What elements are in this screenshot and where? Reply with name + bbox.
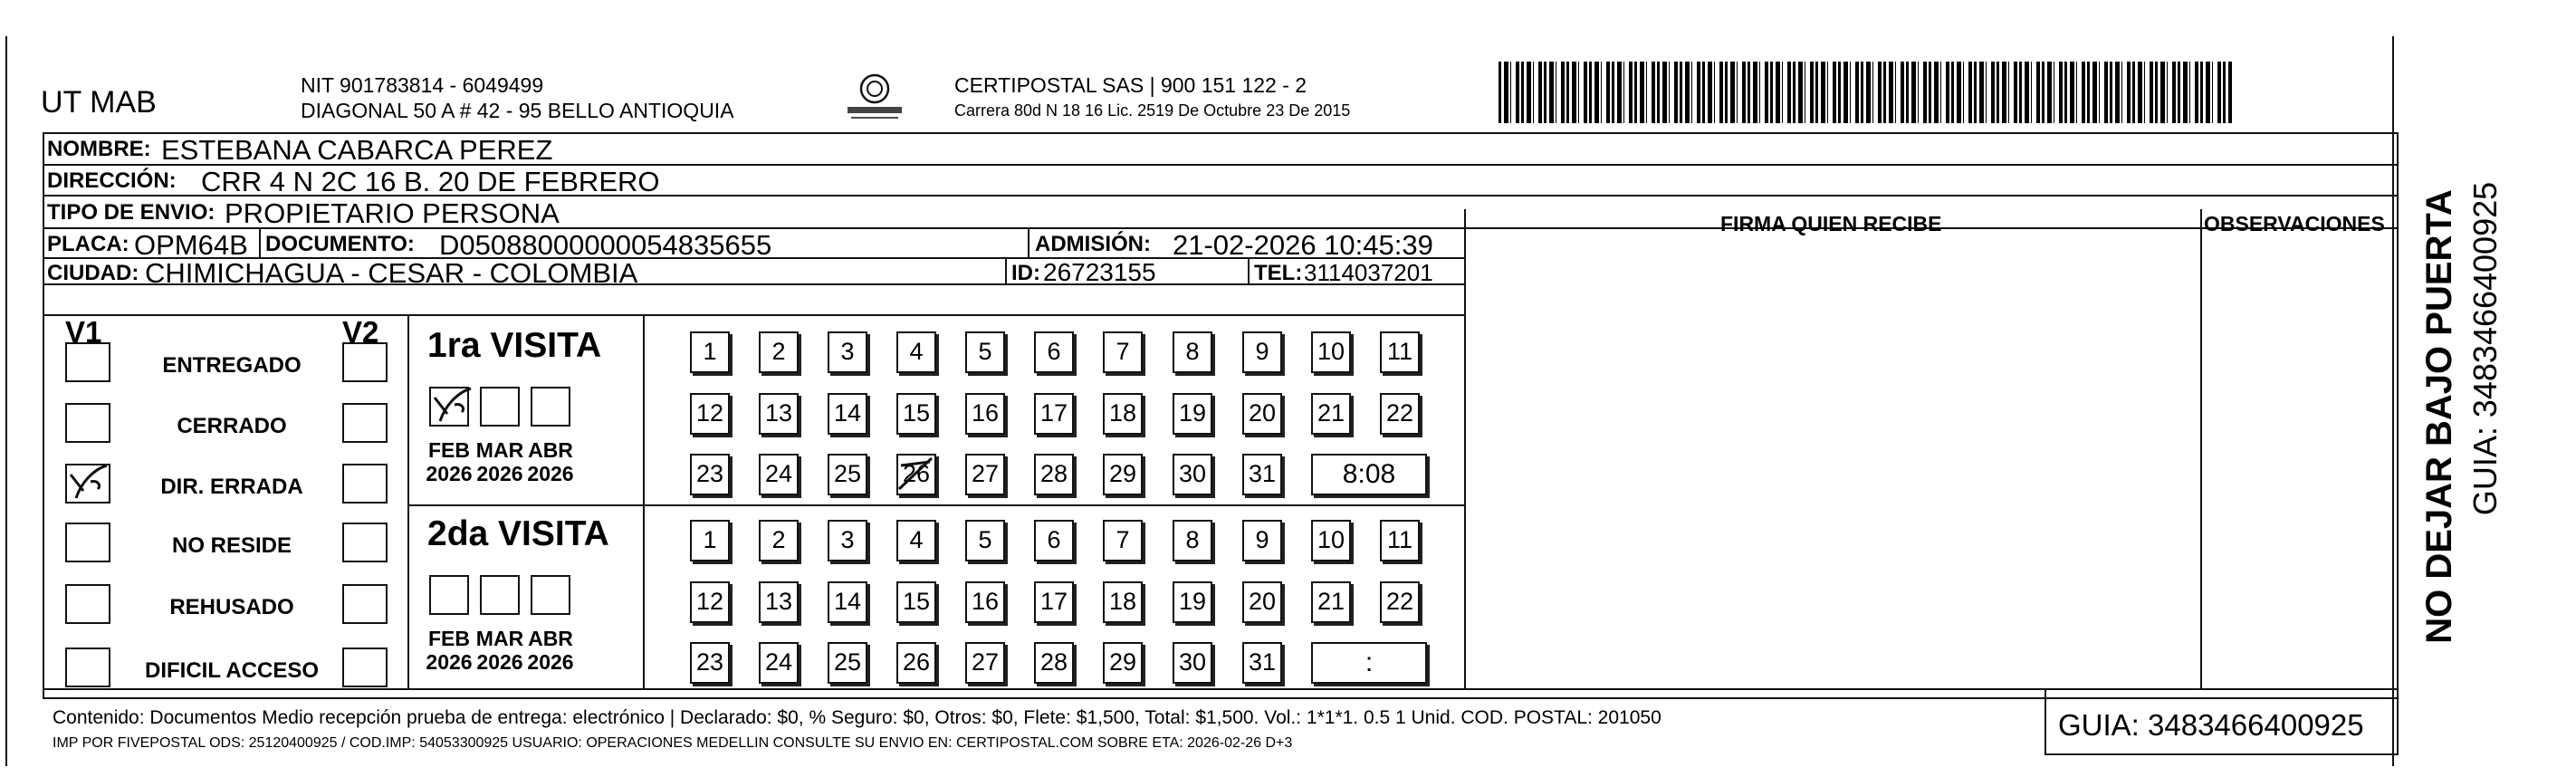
footer-imp: IMP POR FIVEPOSTAL ODS: 25120400925 / COD.IMP: 54053300925 USUARIO: OPERACIONES MEDELLIN CONSULTE SU ENVIO EN: CERTIPOSTAL.COM SOBRE ETA: 2026-02-26 D+3 bbox=[53, 735, 1293, 751]
visit2-day-31[interactable]: 31 bbox=[1242, 642, 1282, 684]
visit2-day-13[interactable]: 13 bbox=[759, 581, 799, 623]
visit2-day-6[interactable]: 6 bbox=[1034, 520, 1074, 561]
month-name: FEB bbox=[428, 627, 470, 650]
v2-checkbox-dificil-acceso[interactable] bbox=[342, 648, 388, 687]
month-year: 2026 bbox=[476, 462, 523, 486]
visit2-day-3[interactable]: 3 bbox=[828, 520, 867, 561]
admision-value: 21-02-2026 10:45:39 bbox=[1173, 229, 1433, 261]
tel-value: 3114037201 bbox=[1304, 259, 1433, 286]
side-guia: GUIA: 3483466400925 bbox=[2466, 181, 2504, 516]
month-year: 2026 bbox=[426, 650, 473, 675]
visit1-time-box[interactable]: 8:08 bbox=[1311, 454, 1427, 495]
visit2-month-label-mar bbox=[474, 627, 525, 675]
placa-label: PLACA: bbox=[47, 232, 129, 256]
visit1-day-22[interactable]: 22 bbox=[1380, 393, 1420, 435]
v1-checkbox-dir-errada[interactable] bbox=[65, 464, 110, 504]
direccion-value: CRR 4 N 2C 16 B. 20 DE FEBRERO bbox=[201, 166, 660, 197]
visit2-month-label-abr bbox=[525, 627, 576, 675]
company-address: DIAGONAL 50 A # 42 - 95 BELLO ANTIOQUIA bbox=[301, 99, 734, 122]
visit1-month-checkbox-abr[interactable] bbox=[531, 387, 570, 427]
v1-checkbox-cerrado[interactable] bbox=[65, 403, 110, 443]
visit2-day-15[interactable]: 15 bbox=[896, 581, 936, 623]
visit1-day-6[interactable]: 6 bbox=[1034, 331, 1074, 373]
visit1-day-15[interactable]: 15 bbox=[896, 393, 936, 435]
visit2-day-9[interactable]: 9 bbox=[1242, 520, 1282, 561]
v1-checkbox-rehusado[interactable] bbox=[65, 584, 110, 624]
v1-checkbox-no-reside[interactable] bbox=[65, 523, 110, 562]
side-warning: NO DEJAR BAJO PUERTA bbox=[2419, 189, 2459, 644]
visit2-day-17[interactable]: 17 bbox=[1034, 581, 1074, 623]
tipo-envio-value: PROPIETARIO PERSONA bbox=[225, 197, 560, 229]
status-label-rehusado: REHUSADO bbox=[169, 595, 294, 619]
visit1-month-checkbox-mar[interactable] bbox=[480, 387, 520, 427]
visit2-day-7[interactable]: 7 bbox=[1103, 520, 1143, 561]
visit2-day-5[interactable]: 5 bbox=[965, 520, 1005, 561]
visit2-day-18[interactable]: 18 bbox=[1103, 581, 1143, 623]
visit1-day-4[interactable]: 4 bbox=[896, 331, 936, 373]
status-label-entregado: ENTREGADO bbox=[162, 353, 302, 378]
company-name: UT MAB bbox=[41, 85, 157, 120]
visit2-month-checkbox-abr[interactable] bbox=[531, 575, 570, 615]
visit1-title: 1ra VISITA bbox=[427, 326, 602, 365]
visit1-day-7[interactable]: 7 bbox=[1103, 331, 1143, 373]
carrier-license: Carrera 80d N 18 16 Lic. 2519 De Octubre 23 De 2015 bbox=[954, 101, 1351, 120]
visit1-day-5[interactable]: 5 bbox=[965, 331, 1005, 373]
visit2-day-29[interactable]: 29 bbox=[1103, 642, 1143, 684]
ciudad-label: CIUDAD: bbox=[47, 261, 139, 285]
visit1-day-3[interactable]: 3 bbox=[828, 331, 867, 373]
visit2-day-12[interactable]: 12 bbox=[690, 581, 730, 623]
visit2-day-26[interactable]: 26 bbox=[896, 642, 936, 684]
visit1-month-label-mar bbox=[474, 438, 525, 486]
status-label-dificil-acceso: DIFICIL ACCESO bbox=[144, 658, 319, 683]
visit1-day-31[interactable]: 31 bbox=[1242, 454, 1282, 495]
visit1-day-21[interactable]: 21 bbox=[1311, 393, 1351, 435]
visit2-day-2[interactable]: 2 bbox=[759, 520, 799, 561]
visit1-day-14[interactable]: 14 bbox=[828, 393, 867, 435]
visit2-day-1[interactable]: 1 bbox=[690, 520, 730, 561]
visit1-day-30[interactable]: 30 bbox=[1173, 454, 1212, 495]
visit1-day-18[interactable]: 18 bbox=[1103, 393, 1143, 435]
v1-label: V1 bbox=[65, 315, 102, 349]
visit1-day-2[interactable]: 2 bbox=[759, 331, 799, 373]
visit2-day-8[interactable]: 8 bbox=[1173, 520, 1212, 561]
barcode-icon bbox=[1499, 62, 2232, 123]
status-label-no-reside: NO RESIDE bbox=[171, 533, 292, 558]
visit2-day-23[interactable]: 23 bbox=[690, 642, 730, 684]
observaciones-label: OBSERVACIONES bbox=[2204, 212, 2385, 235]
month-name: ABR bbox=[528, 627, 573, 650]
visit1-month-label-abr bbox=[525, 438, 576, 486]
visit2-day-24[interactable]: 24 bbox=[759, 642, 799, 684]
visit1-day-19[interactable]: 19 bbox=[1173, 393, 1212, 435]
status-label-cerrado: CERRADO bbox=[177, 414, 287, 438]
visit1-day-26[interactable]: 26 bbox=[896, 454, 936, 495]
visit2-day-22[interactable]: 22 bbox=[1380, 581, 1420, 623]
status-label-dir-errada: DIR. ERRADA bbox=[160, 475, 303, 499]
month-year: 2026 bbox=[527, 462, 574, 486]
placa-value: OPM64B bbox=[134, 229, 248, 261]
month-name: MAR bbox=[475, 438, 524, 462]
visit1-day-16[interactable]: 16 bbox=[965, 393, 1005, 435]
visit1-day-20[interactable]: 20 bbox=[1242, 393, 1282, 435]
visit1-day-17[interactable]: 17 bbox=[1034, 393, 1074, 435]
month-year: 2026 bbox=[476, 650, 523, 675]
visit1-month-checkbox-feb[interactable] bbox=[429, 387, 469, 427]
visit1-month-label-feb bbox=[424, 438, 474, 486]
v1-checkbox-entregado[interactable] bbox=[65, 342, 110, 382]
tipo-envio-label: TIPO DE ENVIO: bbox=[47, 200, 215, 225]
month-name: MAR bbox=[475, 627, 524, 650]
visit2-day-21[interactable]: 21 bbox=[1311, 581, 1351, 623]
visit1-day-9[interactable]: 9 bbox=[1242, 331, 1282, 373]
id-label: ID: bbox=[1011, 261, 1040, 285]
visit2-day-20[interactable]: 20 bbox=[1242, 581, 1282, 623]
visit2-day-4[interactable]: 4 bbox=[896, 520, 936, 561]
visit2-day-11[interactable]: 11 bbox=[1380, 520, 1420, 561]
month-name: ABR bbox=[528, 438, 573, 462]
footer-contenido: Contenido: Documentos Medio recepción prueba de entrega: electrónico | Declarado: $0, % Seguro: $0, Otros: $0, Flete: $1,500, Total: $1,500. Vol.: 1*1*1. 0.5 1 Unid. COD. POSTAL: 201050 bbox=[53, 707, 1661, 728]
month-year: 2026 bbox=[426, 462, 473, 486]
month-name: FEB bbox=[428, 438, 470, 462]
visit1-day-10[interactable]: 10 bbox=[1311, 331, 1351, 373]
visit1-day-13[interactable]: 13 bbox=[759, 393, 799, 435]
carrier-name: CERTIPOSTAL SAS | 900 151 122 - 2 bbox=[954, 73, 1307, 97]
month-check-mark-icon bbox=[427, 385, 473, 425]
v1-check-mark-icon bbox=[63, 462, 109, 502]
v2-checkbox-dir-errada[interactable] bbox=[342, 464, 388, 504]
visit2-day-25[interactable]: 25 bbox=[828, 642, 867, 684]
visit1-day-12[interactable]: 12 bbox=[690, 393, 730, 435]
ciudad-value: CHIMICHAGUA - CESAR - COLOMBIA bbox=[145, 257, 638, 289]
visit1-day-24[interactable]: 24 bbox=[759, 454, 799, 495]
visit2-day-28[interactable]: 28 bbox=[1034, 642, 1074, 684]
documento-value: D05088000000054835655 bbox=[439, 229, 772, 261]
visit1-day-27[interactable]: 27 bbox=[965, 454, 1005, 495]
visit2-day-30[interactable]: 30 bbox=[1173, 642, 1212, 684]
company-nit: NIT 901783814 - 6049499 bbox=[301, 73, 544, 97]
month-year: 2026 bbox=[527, 650, 574, 675]
visit2-day-19[interactable]: 19 bbox=[1173, 581, 1212, 623]
tel-label: TEL: bbox=[1254, 261, 1303, 285]
visit2-title: 2da VISITA bbox=[427, 514, 609, 553]
documento-label: DOCUMENTO: bbox=[265, 232, 415, 256]
visit2-month-checkbox-feb[interactable] bbox=[429, 575, 469, 615]
visit1-day-28[interactable]: 28 bbox=[1034, 454, 1074, 495]
visit2-month-label-feb bbox=[424, 627, 474, 675]
visit2-month-checkbox-mar[interactable] bbox=[480, 575, 520, 615]
visit1-day-1[interactable]: 1 bbox=[690, 331, 730, 373]
certipostal-logo-icon bbox=[838, 71, 911, 121]
day-strike-mark-icon bbox=[895, 453, 935, 494]
visit1-day-8[interactable]: 8 bbox=[1173, 331, 1212, 373]
admision-label: ADMISIÓN: bbox=[1035, 232, 1151, 256]
footer-guia: GUIA: 3483466400925 bbox=[2058, 708, 2364, 742]
v2-label: V2 bbox=[342, 315, 379, 349]
visit2-day-27[interactable]: 27 bbox=[965, 642, 1005, 684]
firma-label: FIRMA QUIEN RECIBE bbox=[1720, 212, 1942, 235]
visit2-day-16[interactable]: 16 bbox=[965, 581, 1005, 623]
visit1-day-29[interactable]: 29 bbox=[1103, 454, 1143, 495]
id-value: 26723155 bbox=[1043, 258, 1156, 286]
visit1-day-25[interactable]: 25 bbox=[828, 454, 867, 495]
visit2-day-10[interactable]: 10 bbox=[1311, 520, 1351, 561]
v2-checkbox-cerrado[interactable] bbox=[342, 403, 388, 443]
v2-checkbox-rehusado[interactable] bbox=[342, 584, 388, 624]
v2-checkbox-entregado[interactable] bbox=[342, 342, 388, 382]
visit2-day-14[interactable]: 14 bbox=[828, 581, 867, 623]
direccion-label: DIRECCIÓN: bbox=[47, 168, 177, 193]
nombre-value: ESTEBANA CABARCA PEREZ bbox=[161, 134, 553, 166]
visit2-time-box[interactable]: : bbox=[1311, 642, 1427, 684]
v1-checkbox-dificil-acceso[interactable] bbox=[65, 648, 110, 687]
visit1-day-11[interactable]: 11 bbox=[1380, 331, 1420, 373]
visit1-day-23[interactable]: 23 bbox=[690, 454, 730, 495]
nombre-label: NOMBRE: bbox=[47, 137, 151, 161]
v2-checkbox-no-reside[interactable] bbox=[342, 523, 388, 562]
